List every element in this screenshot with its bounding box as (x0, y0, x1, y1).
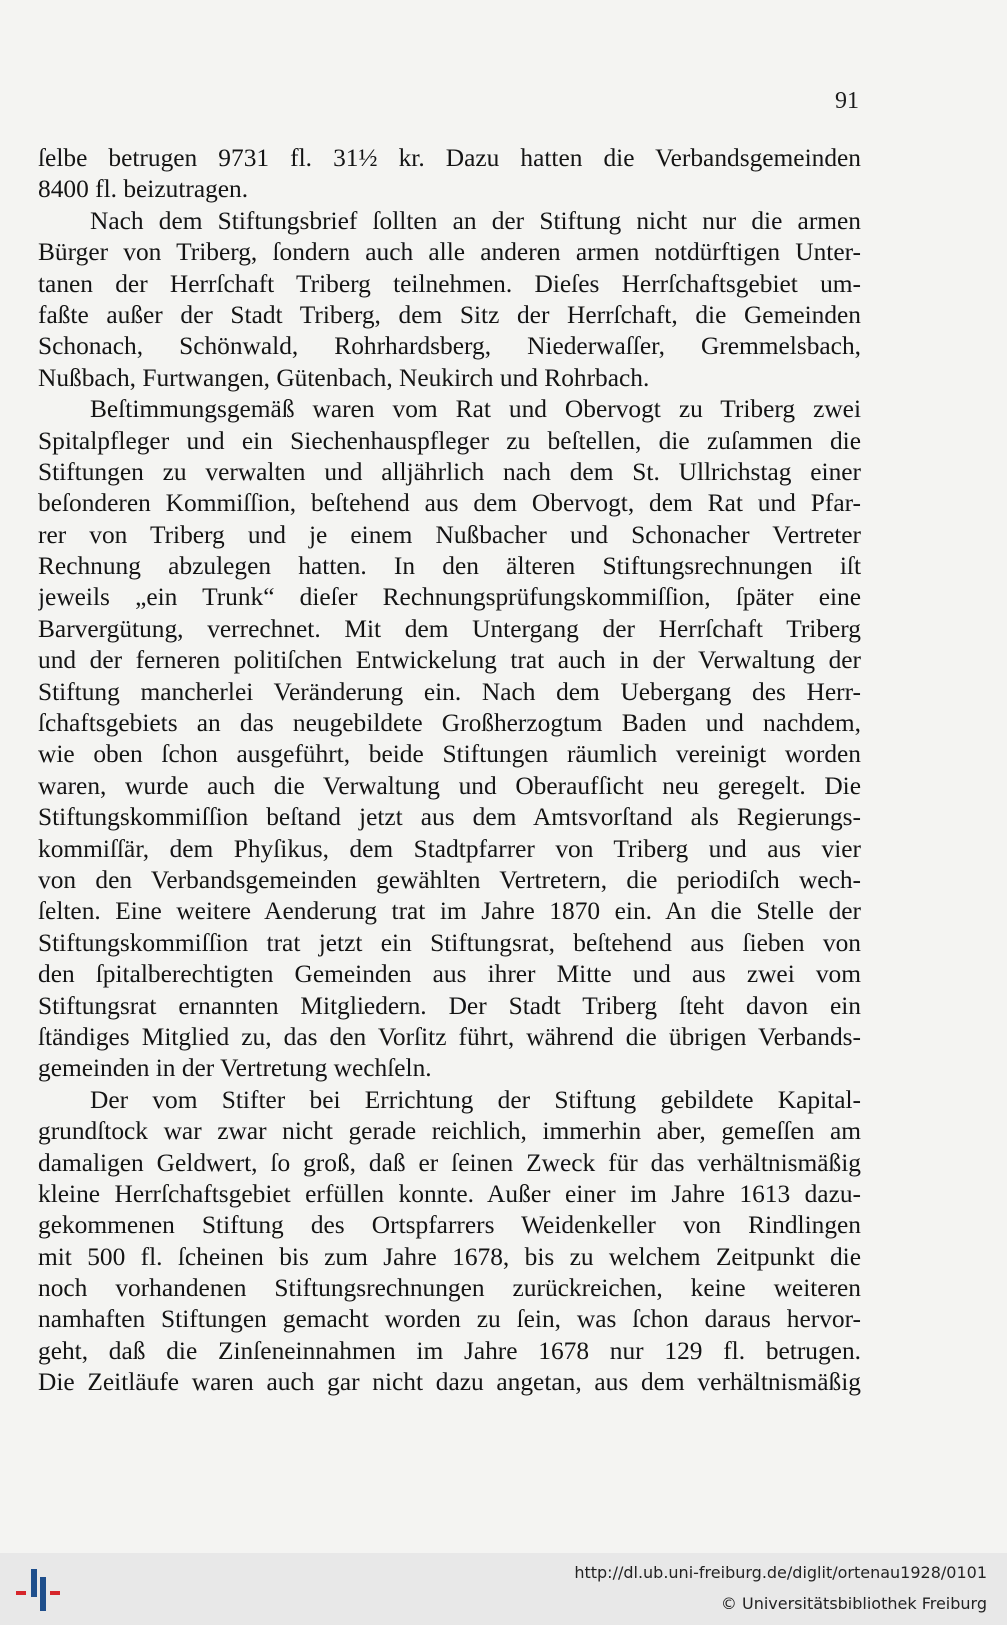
text-line: beſonderen Kommiſſion, beſtehend aus dem Obervogt, dem Rat und Pfar- (38, 489, 861, 518)
text-line: Barvergütung, verrechnet. Mit dem Untergang der Herrſchaft Triberg (38, 614, 861, 643)
text-line: Der vom Stifter bei Errichtung der Stiftung gebildete Kapital- (90, 1085, 861, 1114)
text-line: ſelten. Eine weitere Aenderung trat im Jahre 1870 ein. An die Stelle der (38, 897, 861, 926)
text-line: Bürger von Triberg, ſondern auch alle anderen armen notdürftigen Unter- (38, 238, 861, 267)
text-line: Beſtimmungsgemäß waren vom Rat und Obervogt zu Triberg zwei (90, 395, 861, 424)
logo-bar-blue (31, 1569, 37, 1597)
logo-bar-blue-short (40, 1577, 46, 1611)
text-line: faßte außer der Stadt Triberg, dem Sitz der Herrſchaft, die Gemeinden (38, 300, 861, 329)
text-line: ſelbe betrugen 9731 fl. 31½ kr. Dazu hatten die Verbandsgemeinden (38, 144, 861, 172)
logo-dash-red-left (16, 1591, 26, 1595)
text-line: wie oben ſchon ausgeführt, beide Stiftungen räumlich vereinigt worden (38, 740, 861, 769)
text-line: Spitalpfleger und ein Siechenhauspfleger zu beſtellen, die zuſammen die (38, 426, 861, 455)
text-line: Nach dem Stiftungsbrief ſollten an der Stiftung nicht nur die armen (90, 206, 861, 235)
copyright-text: © Universitätsbibliothek Freiburg (720, 1594, 987, 1613)
text-line: mit 500 fl. ſcheinen bis zum Jahre 1678, bis zu welchem Zeitpunkt die (38, 1242, 861, 1271)
text-line: geht, daß die Zinſeneinnahmen im Jahre 1678 nur 129 fl. betrugen. (38, 1336, 861, 1365)
page-number: 91 (835, 88, 859, 114)
text-line: von den Verbandsgemeinden gewählten Vertretern, die periodiſch wech- (38, 865, 861, 894)
library-logo-icon (14, 1567, 60, 1613)
text-line: Die Zeitläufe waren auch gar nicht dazu angetan, aus dem verhältnismäßig (38, 1368, 861, 1397)
text-line: gekommenen Stiftung des Ortspfarrers Weidenkeller von Rindlingen (38, 1211, 861, 1240)
text-line: damaligen Geldwert, ſo groß, daß er ſeinen Zweck für das verhältnismäßig (38, 1148, 861, 1177)
text-line: Stiftungskommiſſion beſtand jetzt aus dem Amtsvorſtand als Regierungs- (38, 803, 861, 832)
text-line: Rechnung abzulegen hatten. In den älteren Stiftungsrechnungen iſt (38, 552, 861, 581)
text-line: namhaften Stiftungen gemacht worden zu ſein, was ſchon daraus hervor- (38, 1305, 861, 1334)
text-line: ſtändiges Mitglied zu, das den Vorſitz führt, während die übrigen Verbands- (38, 1022, 861, 1051)
text-line: ſchaftsgebiets an das neugebildete Großherzogtum Baden und nachdem, (38, 709, 861, 738)
text-line: noch vorhandenen Stiftungsrechnungen zurückreichen, keine weiteren (38, 1274, 861, 1303)
permalink-link[interactable]: http://dl.ub.uni-freiburg.de/diglit/ortenau1928/0101 (574, 1563, 987, 1582)
text-line: kommiſſär, dem Phyſikus, dem Stadtpfarrer von Triberg und aus vier (38, 834, 861, 863)
text-line: grundſtock war zwar nicht gerade reichlich, immerhin aber, gemeſſen am (38, 1117, 861, 1146)
text-line: Stiftungen zu verwalten und alljährlich nach dem St. Ullrichstag einer (38, 457, 861, 486)
text-line: und der ferneren politiſchen Entwickelung trat auch in der Verwaltung der (38, 646, 861, 675)
text-line: Stiftungskommiſſion trat jetzt ein Stiftungsrat, beſtehend aus ſieben von (38, 928, 861, 957)
text-line: tanen der Herrſchaft Triberg teilnehmen. Dieſes Herrſchaftsgebiet um- (38, 269, 861, 298)
text-line: Stiftungsrat ernannten Mitgliedern. Der Stadt Triberg ſteht davon ein (38, 991, 861, 1020)
text-line: Nußbach, Furtwangen, Gütenbach, Neukirch und Rohrbach. (38, 363, 650, 392)
text-line: den ſpitalberechtigten Gemeinden aus ihrer Mitte und aus zwei vom (38, 960, 861, 989)
text-line: jeweils „ein Trunk“ dieſer Rechnungsprüfungskommiſſion, ſpäter eine (38, 583, 861, 612)
text-line: rer von Triberg und je einem Nußbacher und Schonacher Vertreter (38, 520, 861, 549)
text-line: Schonach, Schönwald, Rohrhardsberg, Niederwaſſer, Gremmelsbach, (38, 332, 861, 361)
text-line: gemeinden in der Vertretung wechſeln. (38, 1054, 432, 1083)
text-line: kleine Herrſchaftsgebiet erfüllen konnte. Außer einer im Jahre 1613 dazu- (38, 1179, 861, 1208)
text-line: Stiftung mancherlei Veränderung ein. Nach dem Uebergang des Herr- (38, 677, 861, 706)
body-text (38, 143, 861, 1399)
text-line: waren, wurde auch die Verwaltung und Oberaufſicht neu geregelt. Die (38, 771, 861, 800)
logo-dash-red-right (50, 1591, 60, 1595)
text-line: 8400 fl. beizutragen. (38, 175, 249, 204)
library-footer (0, 1553, 1007, 1625)
